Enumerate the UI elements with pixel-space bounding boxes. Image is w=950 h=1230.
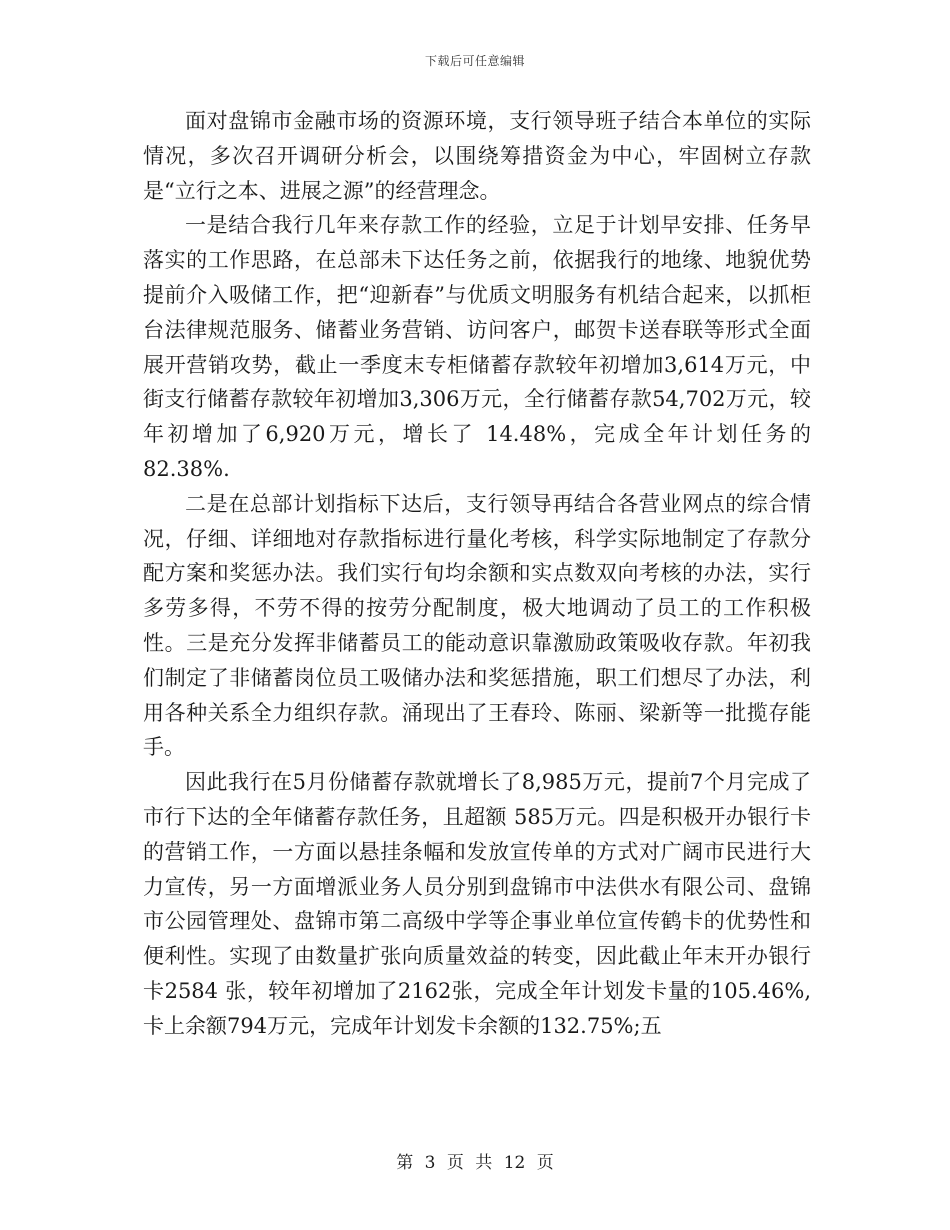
document-body <box>143 104 811 1044</box>
paragraph-1: 面对盘锦市金融市场的资源环境，支行领导班子结合本单位的实际情况，多次召开调研分析会，以围绕筹措资金为中心，牢固树立存款是“立行之本、进展之源”的经营理念。 <box>143 109 811 203</box>
paragraph-3: 二是在总部计划指标下达后，支行领导再结合各营业网点的综合情况，仔细、详细地对存款指标进行量化考核，科学实际地制定了存款分配方案和奖惩办法。我们实行旬均余额和实点数双向考核的办法，实行多劳多得，不劳不得的按劳分配制度，极大地调动了员工的工作积极性。三是充分发挥非储蓄员工的能动意识靠激励政策吸收存款。年初我们制定了非储蓄岗位员工吸储办法和奖惩措施，职工们想尽了办法，利用各种关系全力组织存款。涌现出了王春玲、陈丽、梁新等一批揽存能手。 <box>143 491 811 760</box>
paragraph-2: 一是结合我行几年来存款工作的经验，立足于计划早安排、任务早落实的工作思路，在总部未下达任务之前，依据我行的地缘、地貌优势提前介入吸储工作，把“迎新春”与优质文明服务有机结合起来，以抓柜台法律规范服务、储蓄业务营销、访问客户，邮贺卡送春联等形式全面展开营销攻势，截止一季度末专柜储蓄存款较年初增加3,614万元，中街支行储蓄存款较年初增加3,306万元，全行储蓄存款54,702万元，较年初增加了6,920万元，增长了 14.48%，完成全年计划任务的82.38%. <box>143 213 811 481</box>
page-header: 下载后可任意编辑 <box>424 54 525 68</box>
page-footer: 第 3 页 共 12 页 <box>396 1153 554 1173</box>
paragraph-4: 因此我行在5月份储蓄存款就增长了8,985万元，提前7个月完成了市行下达的全年储蓄存款任务，且超额 585万元。四是积极开办银行卡的营销工作，一方面以悬挂条幅和发放宣传单的方式对广阔市民进行大力宣传，另一方面增派业务人员分别到盘锦市中法供水有限公司、盘锦市公园管理处、盘锦市第二高级中学等企事业单位宣传鹤卡的优势性和便利性。实现了由数量扩张向质量效益的转变，因此截止年末开办银行卡2584 张，较年初增加了2162张，完成全年计划发卡量的105.46%,卡上余额794万元，完成年计划发卡余额的132.75%;五 <box>143 770 811 1038</box>
